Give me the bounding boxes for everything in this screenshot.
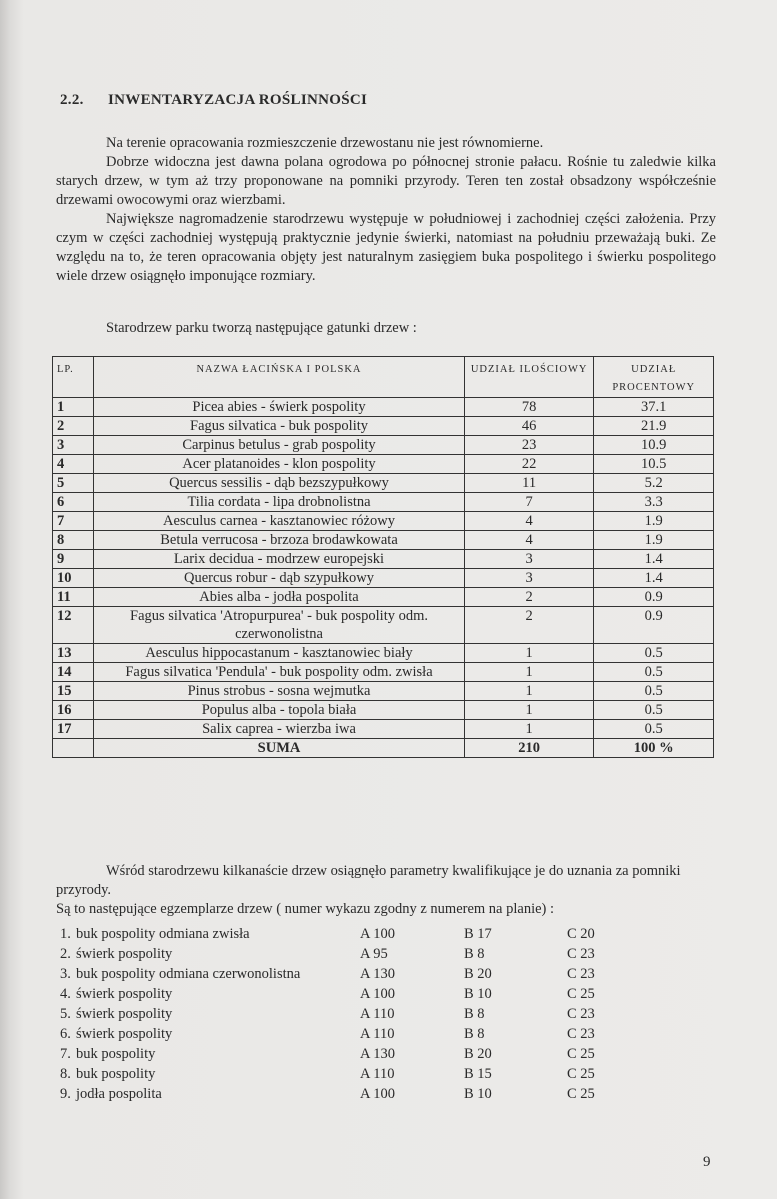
table-row <box>53 512 714 531</box>
header-lp: LP. <box>53 357 94 398</box>
paragraph: Dobrze widoczna jest dawna polana ogrodowa po północnej stronie pałacu. Rośnie tu zaledwie kilka starych drzew, w tym aż trzy proponowane na pomniki przyrody. Teren ten został obsadzony współcześnie drzewami owocowymi oraz wierzbami. <box>56 154 716 208</box>
monument-a: A 110 <box>360 1026 395 1042</box>
row-count: 46 <box>464 417 594 436</box>
monument-c: C 25 <box>567 1046 595 1062</box>
monument-a: A 100 <box>360 926 396 942</box>
row-percent: 0.5 <box>594 663 714 682</box>
monument-number: 1. <box>60 926 71 942</box>
row-lp: 6 <box>53 493 94 512</box>
monument-item <box>60 1046 620 1066</box>
monument-item <box>60 986 620 1006</box>
section-number: 2.2. <box>60 92 84 108</box>
monument-item <box>60 926 620 946</box>
monument-a: A 95 <box>360 946 388 962</box>
paragraph: Są to następujące egzemplarze drzew ( numer wykazu zgodny z numerem na planie) : <box>56 901 555 917</box>
row-species-name: Acer platanoides - klon pospolity <box>94 455 465 474</box>
monument-item <box>60 1086 620 1106</box>
header-name: NAZWA ŁACIŃSKA I POLSKA <box>94 357 465 398</box>
table-row <box>53 531 714 550</box>
monument-number: 9. <box>60 1086 71 1102</box>
row-percent: 0.5 <box>594 720 714 739</box>
monument-name: buk pospolity <box>76 1066 156 1082</box>
row-percent: 1.9 <box>594 531 714 550</box>
row-percent: 10.9 <box>594 436 714 455</box>
table-sum-row <box>53 739 714 758</box>
row-count: 3 <box>464 550 594 569</box>
row-count: 1 <box>464 663 594 682</box>
monument-a: A 130 <box>360 1046 396 1062</box>
row-species-name: Fagus silvatica 'Pendula' - buk pospolity odm. zwisła <box>94 663 465 682</box>
row-lp: 13 <box>53 644 94 663</box>
row-percent: 5.2 <box>594 474 714 493</box>
row-lp: 12 <box>53 607 94 644</box>
monument-b: B 10 <box>464 1086 492 1102</box>
monument-c: C 20 <box>567 926 595 942</box>
row-percent: 0.5 <box>594 701 714 720</box>
row-species-name: Tilia cordata - lipa drobnolistna <box>94 493 465 512</box>
monument-number: 5. <box>60 1006 71 1022</box>
monument-name: buk pospolity <box>76 1046 156 1062</box>
row-count: 1 <box>464 701 594 720</box>
header-percent: UDZIAŁ PROCENTOWY <box>594 357 714 398</box>
row-lp: 10 <box>53 569 94 588</box>
row-percent: 0.5 <box>594 682 714 701</box>
row-species-name: Betula verrucosa - brzoza brodawkowata <box>94 531 465 550</box>
table-row <box>53 474 714 493</box>
row-count: 1 <box>464 644 594 663</box>
row-species-name: Fagus silvatica - buk pospolity <box>94 417 465 436</box>
section-title: INWENTARYZACJA ROŚLINNOŚCI <box>108 92 368 108</box>
table-row <box>53 663 714 682</box>
monuments-intro <box>56 862 716 919</box>
row-percent: 10.5 <box>594 455 714 474</box>
row-count: 3 <box>464 569 594 588</box>
page-number: 9 <box>703 1154 711 1170</box>
row-lp: 5 <box>53 474 94 493</box>
table-row <box>53 436 714 455</box>
sum-label: SUMA <box>94 739 465 758</box>
monument-b: B 15 <box>464 1066 492 1082</box>
table-row <box>53 682 714 701</box>
row-species-name: Pinus strobus - sosna wejmutka <box>94 682 465 701</box>
table-row <box>53 569 714 588</box>
row-count: 78 <box>464 398 594 417</box>
monument-number: 2. <box>60 946 71 962</box>
row-lp: 9 <box>53 550 94 569</box>
monument-b: B 8 <box>464 1026 485 1042</box>
monument-c: C 25 <box>567 986 595 1002</box>
paragraph: Największe nagromadzenie starodrzewu występuje w południowej i zachodniej części założenia. Przy czym w części zachodniej występują praktycznie jedynie świerki, natomiast na południu przeważają buki. Ze względu na to, że teren opracowania objęty jest naturalnym zasięgiem buka pospolitego i świerku pospolitego wiele drzew osiągnęło imponujące rozmiary. <box>56 211 716 284</box>
row-count: 2 <box>464 607 594 644</box>
row-lp: 3 <box>53 436 94 455</box>
table-row <box>53 701 714 720</box>
table-row <box>53 720 714 739</box>
table-header-row <box>53 357 714 398</box>
row-percent: 1.4 <box>594 569 714 588</box>
monument-a: A 110 <box>360 1066 395 1082</box>
monument-name: świerk pospolity <box>76 946 173 962</box>
body-paragraphs <box>56 134 716 286</box>
table-row <box>53 417 714 436</box>
monument-c: C 23 <box>567 1006 595 1022</box>
row-species-name: Salix caprea - wierzba iwa <box>94 720 465 739</box>
monument-c: C 25 <box>567 1066 595 1082</box>
monument-number: 4. <box>60 986 71 1002</box>
row-count: 22 <box>464 455 594 474</box>
monument-c: C 23 <box>567 966 595 982</box>
row-count: 4 <box>464 512 594 531</box>
row-percent: 1.4 <box>594 550 714 569</box>
monument-c: C 23 <box>567 946 595 962</box>
row-species-name: Quercus sessilis - dąb bezszypułkowy <box>94 474 465 493</box>
monument-a: A 100 <box>360 1086 396 1102</box>
row-species-name: Populus alba - topola biała <box>94 701 465 720</box>
row-percent: 21.9 <box>594 417 714 436</box>
row-species-name: Picea abies - świerk pospolity <box>94 398 465 417</box>
table-row <box>53 398 714 417</box>
row-percent: 0.9 <box>594 607 714 644</box>
monument-name: buk pospolity odmiana zwisła <box>76 926 250 942</box>
monument-number: 7. <box>60 1046 71 1062</box>
row-lp: 1 <box>53 398 94 417</box>
header-count: UDZIAŁ ILOŚCIOWY <box>464 357 594 398</box>
table-row <box>53 588 714 607</box>
row-percent: 0.9 <box>594 588 714 607</box>
monument-number: 3. <box>60 966 71 982</box>
row-percent: 0.5 <box>594 644 714 663</box>
monument-b: B 8 <box>464 946 485 962</box>
monument-item <box>60 946 620 966</box>
monument-name: jodła pospolita <box>76 1086 162 1102</box>
table-body <box>53 398 714 758</box>
monument-name: świerk pospolity <box>76 1026 173 1042</box>
monument-name: świerk pospolity <box>76 986 173 1002</box>
monument-b: B 8 <box>464 1006 485 1022</box>
row-lp: 2 <box>53 417 94 436</box>
row-count: 4 <box>464 531 594 550</box>
row-count: 1 <box>464 720 594 739</box>
row-species-name: Quercus robur - dąb szypułkowy <box>94 569 465 588</box>
monument-a: A 100 <box>360 986 396 1002</box>
monument-c: C 23 <box>567 1026 595 1042</box>
monuments-list <box>60 926 620 1106</box>
monument-item <box>60 966 620 986</box>
monument-a: A 110 <box>360 1006 395 1022</box>
table-row <box>53 644 714 663</box>
sum-empty-cell <box>53 739 94 758</box>
row-lp: 16 <box>53 701 94 720</box>
row-count: 11 <box>464 474 594 493</box>
row-lp: 17 <box>53 720 94 739</box>
monument-b: B 20 <box>464 1046 492 1062</box>
row-species-name: Fagus silvatica 'Atropurpurea' - buk pospolity odm. czerwonolistna <box>94 607 465 644</box>
paragraph: Na terenie opracowania rozmieszczenie drzewostanu nie jest równomierne. <box>106 135 544 151</box>
row-lp: 7 <box>53 512 94 531</box>
monument-b: B 10 <box>464 986 492 1002</box>
monument-name: buk pospolity odmiana czerwonolistna <box>76 966 301 982</box>
row-count: 23 <box>464 436 594 455</box>
row-percent: 3.3 <box>594 493 714 512</box>
monument-b: B 20 <box>464 966 492 982</box>
table-intro: Starodrzew parku tworzą następujące gatunki drzew : <box>106 320 417 336</box>
row-percent: 1.9 <box>594 512 714 531</box>
row-count: 1 <box>464 682 594 701</box>
row-lp: 11 <box>53 588 94 607</box>
table-row <box>53 493 714 512</box>
sum-count: 210 <box>464 739 594 758</box>
row-lp: 4 <box>53 455 94 474</box>
row-species-name: Aesculus carnea - kasztanowiec różowy <box>94 512 465 531</box>
monument-c: C 25 <box>567 1086 595 1102</box>
monument-item <box>60 1006 620 1026</box>
row-percent: 37.1 <box>594 398 714 417</box>
table-row <box>53 550 714 569</box>
table-row <box>53 455 714 474</box>
sum-percent: 100 % <box>594 739 714 758</box>
species-table <box>52 356 714 758</box>
row-species-name: Abies alba - jodła pospolita <box>94 588 465 607</box>
monument-number: 8. <box>60 1066 71 1082</box>
row-lp: 14 <box>53 663 94 682</box>
row-species-name: Carpinus betulus - grab pospolity <box>94 436 465 455</box>
row-species-name: Aesculus hippocastanum - kasztanowiec biały <box>94 644 465 663</box>
monument-a: A 130 <box>360 966 396 982</box>
paragraph: Wśród starodrzewu kilkanaście drzew osiągnęło parametry kwalifikujące je do uznania za pomniki przyrody. <box>56 863 681 898</box>
row-species-name: Larix decidua - modrzew europejski <box>94 550 465 569</box>
monument-number: 6. <box>60 1026 71 1042</box>
row-count: 2 <box>464 588 594 607</box>
row-count: 7 <box>464 493 594 512</box>
monument-name: świerk pospolity <box>76 1006 173 1022</box>
section-heading <box>60 92 367 109</box>
monument-item <box>60 1026 620 1046</box>
table-row <box>53 607 714 644</box>
monument-item <box>60 1066 620 1086</box>
row-lp: 8 <box>53 531 94 550</box>
monument-b: B 17 <box>464 926 492 942</box>
row-lp: 15 <box>53 682 94 701</box>
